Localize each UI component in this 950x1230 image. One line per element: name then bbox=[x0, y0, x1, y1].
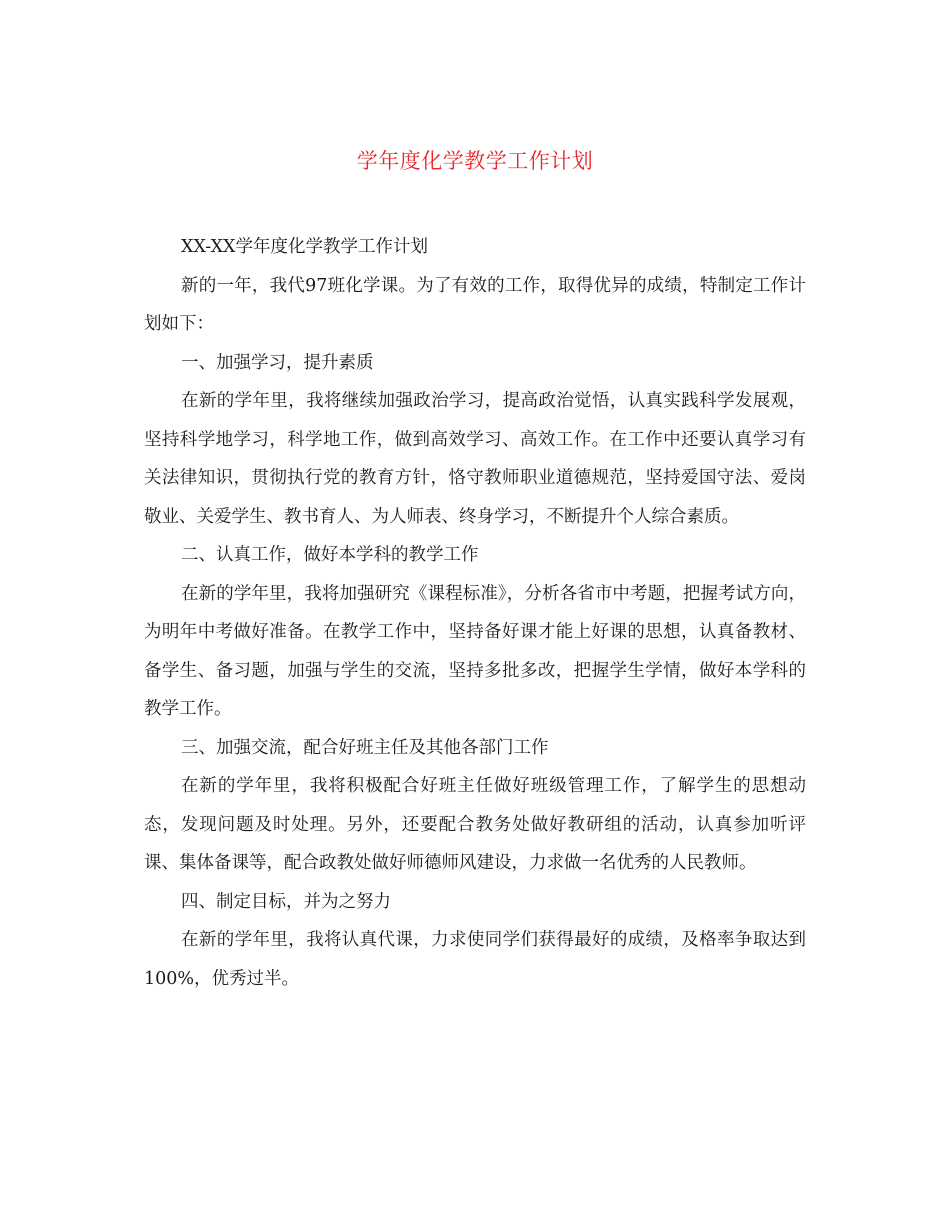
section-heading-1: 一、加强学习，提升素质 bbox=[181, 352, 374, 373]
intro-paragraph: 新的一年，我代97班化学课。为了有效的工作，取得优异的成绩，特制定工作计划如下： bbox=[144, 275, 806, 334]
section-paragraph-3: 在新的学年里，我将积极配合好班主任做好班级管理工作，了解学生的思想动态，发现问题及时处理。另外，还要配合教务处做好教研组的活动，认真参加听评课、集体备课等，配合政教处做好师德师风建设，力求做一名优秀的人民教师。 bbox=[144, 776, 806, 873]
document-title: 学年度化学教学工作计划 bbox=[356, 149, 594, 173]
document-body bbox=[144, 228, 806, 998]
section-heading-4: 四、制定目标，并为之努力 bbox=[181, 891, 391, 912]
subtitle-line: XX-XX学年度化学教学工作计划 bbox=[181, 237, 428, 257]
section-heading-3: 三、加强交流，配合好班主任及其他各部门工作 bbox=[181, 737, 549, 758]
section-paragraph-2: 在新的学年里，我将加强研究《课程标准》，分析各省市中考题，把握考试方向，为明年中考做好准备。在教学工作中，坚持备好课才能上好课的思想，认真备教材、备学生、备习题，加强与学生的交流，坚持多批多改，把握学生学情，做好本学科的教学工作。 bbox=[144, 583, 806, 719]
section-heading-2: 二、认真工作，做好本学科的教学工作 bbox=[181, 545, 479, 565]
section-paragraph-1: 在新的学年里，我将继续加强政治学习，提高政治觉悟，认真实践科学发展观，坚持科学地学习，科学地工作，做到高效学习、高效工作。在工作中还要认真学习有关法律知识，贯彻执行党的教育方针，恪守教师职业道德规范，坚持爱国守法、爱岗敬业、关爱学生、教书育人、为人师表、终身学习，不断提升个人综合素质。 bbox=[144, 391, 806, 527]
section-paragraph-4: 在新的学年里，我将认真代课，力求使同学们获得最好的成绩，及格率争取达到100%，优秀过半。 bbox=[144, 930, 806, 989]
